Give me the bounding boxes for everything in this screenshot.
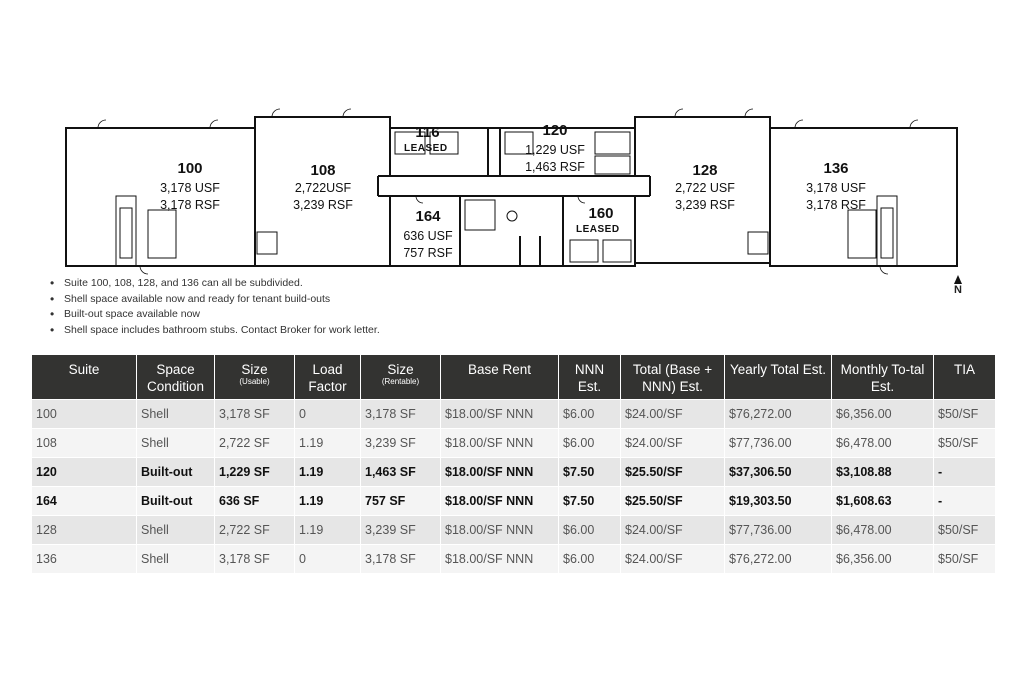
cell-condition: Shell [136,544,214,573]
col-header-load-factor [294,355,360,399]
cell-yearly: $77,736.00 [724,515,831,544]
cell-total: $24.00/SF [620,428,724,457]
cell-base-rent: $18.00/SF NNN [440,457,558,486]
col-header-nnn [558,355,620,399]
header-label: Base Rent [467,362,532,377]
cell-size-usable: 2,722 SF [214,515,294,544]
cell-nnn: $7.50 [558,486,620,515]
cell-size-usable: 1,229 SF [214,457,294,486]
cell-load-factor: 0 [294,399,360,428]
suite-136-number: 136 [823,160,849,177]
cell-load-factor: 0 [294,544,360,573]
cell-size-rentable: 757 SF [360,486,440,515]
suite-128-usf: 2,722 USF [675,181,735,195]
suite-136-rsf: 3,178 RSF [806,198,866,212]
cell-tia: $50/SF [933,428,995,457]
north-arrow-icon [954,275,962,284]
cell-tia: $50/SF [933,544,995,573]
cell-load-factor: 1.19 [294,428,360,457]
suite-164-usf: 636 USF [403,229,453,243]
cell-load-factor: 1.19 [294,457,360,486]
cell-total: $25.50/SF [620,486,724,515]
suite-108-number: 108 [310,162,336,179]
availability-table [32,355,995,573]
north-arrow [950,275,966,296]
suite-120-number: 120 [542,122,568,139]
cell-monthly: $6,478.00 [831,428,933,457]
cell-base-rent: $18.00/SF NNN [440,399,558,428]
cell-monthly: $6,356.00 [831,399,933,428]
cell-base-rent: $18.00/SF NNN [440,515,558,544]
cell-load-factor: 1.19 [294,486,360,515]
suite-100-number: 100 [177,160,203,177]
cell-size-rentable: 1,463 SF [360,457,440,486]
cell-size-rentable: 3,239 SF [360,428,440,457]
cell-monthly: $1,608.63 [831,486,933,515]
cell-suite: 100 [32,399,136,428]
cell-nnn: $6.00 [558,399,620,428]
note-item: • Shell space includes bathroom stubs. Contact Broker for work letter. [64,323,380,339]
header-label: Yearly Total Est. [729,362,827,377]
cell-base-rent: $18.00/SF NNN [440,544,558,573]
header-sub: (Usable) [239,377,270,386]
col-header-yearly [724,355,831,399]
cell-yearly: $77,736.00 [724,428,831,457]
suite-108-usf: 2,722USF [294,181,352,195]
table-row [32,457,995,486]
cell-condition: Built-out [136,486,214,515]
cell-yearly: $37,306.50 [724,457,831,486]
notes-list [50,276,380,338]
cell-size-rentable: 3,178 SF [360,399,440,428]
header-label: TIA [953,362,975,377]
col-header-total [620,355,724,399]
cell-condition: Shell [136,515,214,544]
suite-120-rsf: 1,463 RSF [525,160,585,174]
cell-tia: $50/SF [933,399,995,428]
note-item: • Shell space available now and ready for tenant build-outs [64,292,380,308]
cell-total: $24.00/SF [620,544,724,573]
suite-116-number: 116 [415,124,440,141]
col-header-tia [933,355,995,399]
note-item: • Suite 100, 108, 128, and 136 can all be subdivided. [64,276,380,292]
cell-yearly: $76,272.00 [724,399,831,428]
suite-164-rsf: 757 RSF [403,246,453,260]
cell-suite: 108 [32,428,136,457]
col-header-base-rent [440,355,558,399]
header-label: Load Factor [308,362,347,394]
header-label: Space Condition [146,362,205,394]
table-row [32,544,995,573]
cell-tia: - [933,457,995,486]
header-sub: (Rentable) [381,377,420,386]
col-header-monthly [831,355,933,399]
header-label: Total (Base + NNN) Est. [632,362,713,394]
suite-100-usf: 3,178 USF [160,181,220,195]
cell-base-rent: $18.00/SF NNN [440,486,558,515]
suite-100-rsf: 3,178 RSF [160,198,220,212]
header-label: Suite [68,362,100,377]
north-label: N [954,284,962,296]
cell-suite: 164 [32,486,136,515]
cell-yearly: $19,303.50 [724,486,831,515]
table-row [32,486,995,515]
cell-condition: Shell [136,399,214,428]
header-label: Monthly To-tal Est. [840,362,925,394]
cell-base-rent: $18.00/SF NNN [440,428,558,457]
cell-nnn: $6.00 [558,428,620,457]
cell-size-usable: 636 SF [214,486,294,515]
cell-size-usable: 3,178 SF [214,544,294,573]
cell-monthly: $6,356.00 [831,544,933,573]
cell-condition: Built-out [136,457,214,486]
suite-136-usf: 3,178 USF [806,181,866,195]
cell-condition: Shell [136,428,214,457]
cell-tia: $50/SF [933,515,995,544]
suite-120-usf: 1,229 USF [525,143,585,157]
cell-size-rentable: 3,239 SF [360,515,440,544]
cell-size-usable: 2,722 SF [214,428,294,457]
cell-suite: 136 [32,544,136,573]
header-label: Size [387,362,414,377]
cell-total: $24.00/SF [620,399,724,428]
cell-nnn: $7.50 [558,457,620,486]
cell-tia: - [933,486,995,515]
suite-128-rsf: 3,239 RSF [675,198,735,212]
cell-total: $24.00/SF [620,515,724,544]
cell-yearly: $76,272.00 [724,544,831,573]
suite-164-number: 164 [415,208,441,225]
cell-nnn: $6.00 [558,515,620,544]
table-row [32,399,995,428]
suite-128-number: 128 [692,162,718,179]
suite-116-leased: LEASED [404,143,448,154]
cell-suite: 120 [32,457,136,486]
cell-monthly: $6,478.00 [831,515,933,544]
note-item: • Built-out space available now [64,307,380,323]
suite-160-number: 160 [588,205,614,222]
table-row [32,428,995,457]
cell-monthly: $3,108.88 [831,457,933,486]
table-header-row [32,355,995,399]
cell-total: $25.50/SF [620,457,724,486]
cell-nnn: $6.00 [558,544,620,573]
cell-size-rentable: 3,178 SF [360,544,440,573]
col-header-size-usable [214,355,294,399]
header-label: Size [241,362,268,377]
cell-size-usable: 3,178 SF [214,399,294,428]
col-header-condition [136,355,214,399]
suite-160-leased: LEASED [576,224,620,235]
suite-108-rsf: 3,239 RSF [293,198,353,212]
table-row [32,515,995,544]
cell-suite: 128 [32,515,136,544]
cell-load-factor: 1.19 [294,515,360,544]
col-header-size-rentable [360,355,440,399]
header-label: NNN Est. [574,362,605,394]
col-header-suite [32,355,136,399]
